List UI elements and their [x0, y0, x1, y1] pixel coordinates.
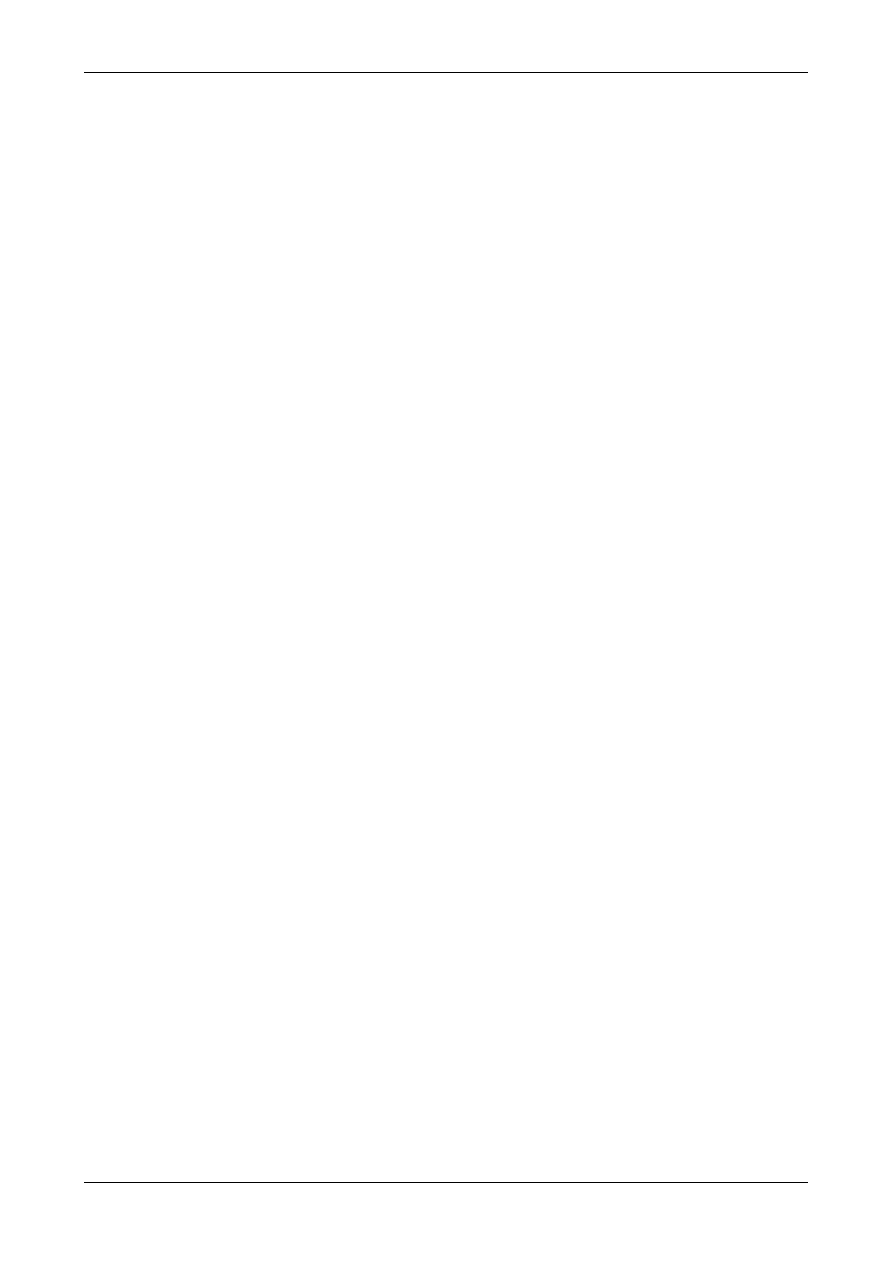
- header-rule: [84, 72, 808, 73]
- footer-rule: [84, 1182, 808, 1183]
- ct-vr-chart: [84, 150, 414, 440]
- rs-if-chart: [444, 150, 784, 440]
